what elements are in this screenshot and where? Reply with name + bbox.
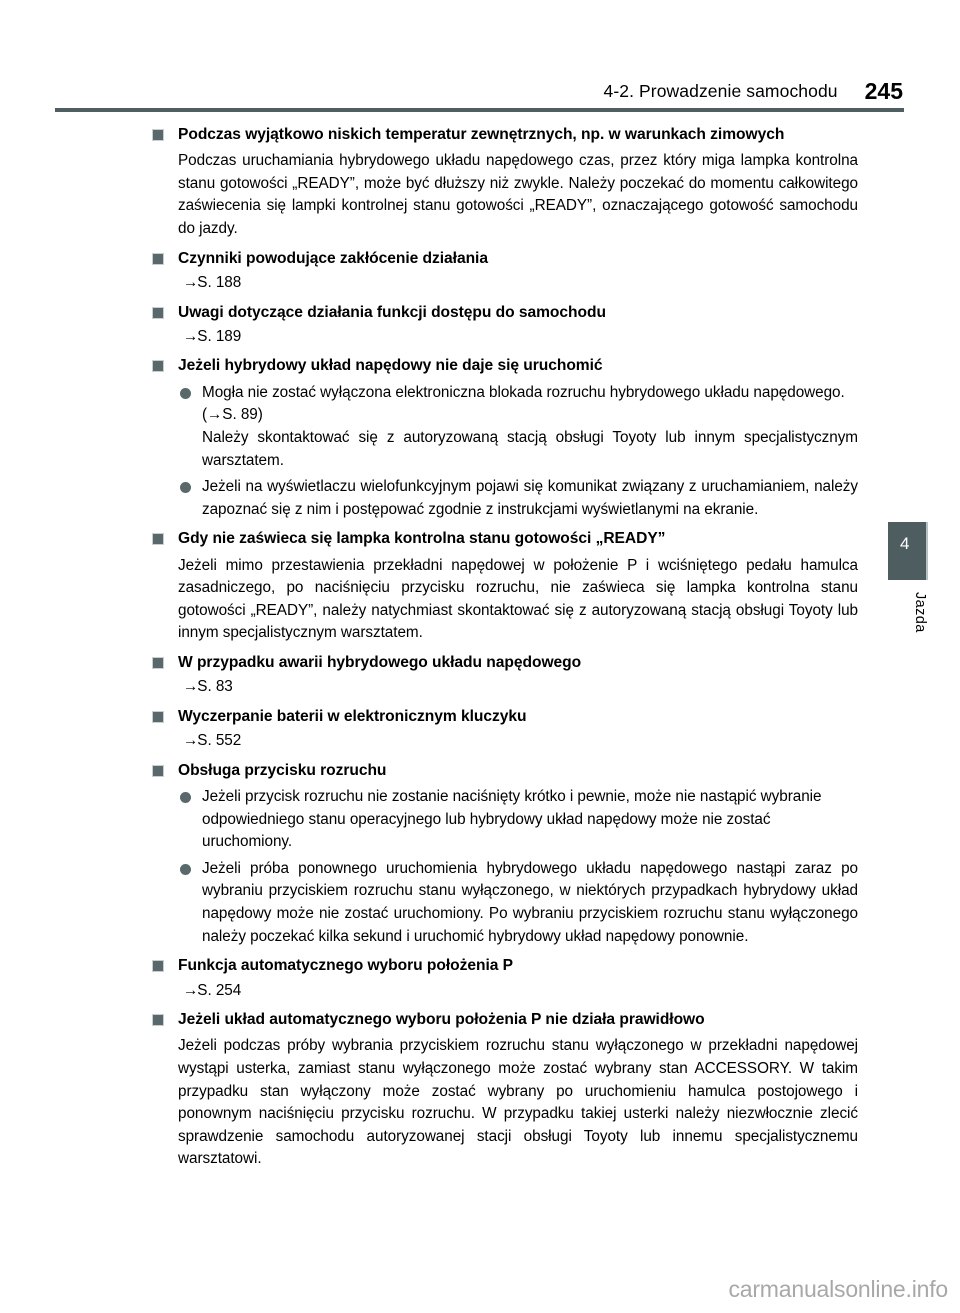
square-bullet-icon xyxy=(152,960,164,972)
section-heading-text: W przypadku awarii hybrydowego układu napędowego xyxy=(178,653,582,671)
page-number: 245 xyxy=(864,78,903,104)
list-item xyxy=(152,382,858,472)
section-heading-text: Funkcja automatycznego wyboru położenia P xyxy=(178,957,513,975)
square-bullet-icon xyxy=(152,129,164,141)
section-heading xyxy=(152,355,858,377)
page-reference-text: S. 83 xyxy=(197,678,233,696)
page-reference[interactable] xyxy=(152,730,858,753)
square-bullet-icon xyxy=(152,253,164,265)
arrow-right-icon: → xyxy=(183,273,197,291)
round-bullet-icon xyxy=(180,388,191,399)
chapter-number: 4 xyxy=(900,534,910,553)
square-bullet-icon xyxy=(152,307,164,319)
square-bullet-icon xyxy=(152,533,164,545)
page-reference-text: S. 188 xyxy=(197,273,242,291)
list-item-text: Jeżeli na wyświetlaczu wielofunkcyjnym pojawi się komunikat związany z uruchamianiem, należy zapoznać się z nim i postępować zgodnie z instrukcjami wyświetlanymi na ekranie. xyxy=(202,478,858,518)
site-watermark: carmanualsonline.info xyxy=(728,1276,948,1302)
arrow-right-icon: → xyxy=(183,732,197,750)
list-item xyxy=(152,786,858,854)
section-heading xyxy=(152,248,858,270)
page-reference[interactable] xyxy=(152,676,858,699)
section-heading xyxy=(152,124,858,146)
list-item xyxy=(152,858,858,948)
arrow-right-icon: → xyxy=(183,327,197,345)
list-item-text: Jeżeli przycisk rozruchu nie zostanie naciśnięty krótko i pewnie, może nie nastąpić wybranie odpowiedniego stanu operacyjnego lub hybrydowy układ napędowy może nie zostać uruchomiony. xyxy=(202,788,822,851)
section-heading-text: Obsługa przycisku rozruchu xyxy=(178,761,387,779)
section-paragraph: Jeżeli podczas próby wybrania przyciskiem rozruchu stanu wyłączonego w przekładni napędowej wystąpi usterka, zamiast stanu wyłączonego może zostać wybrany stan ACCESSORY. W takim przypadku stan wyłączony może zostać wybrany po uruchomieniu hamulca postojowego i ponownym naciśnięciu przycisku rozruchu. W przypadku takiej usterki należy niezwłocznie zlecić sprawdzenie samochodu autoryzowanej stacji obsługi Toyoty lub innemu specjalistycznemu warsztatowi. xyxy=(178,1037,858,1168)
page-header xyxy=(55,72,903,102)
square-bullet-icon xyxy=(152,1014,164,1026)
square-bullet-icon xyxy=(152,360,164,372)
section-heading xyxy=(152,652,858,674)
page-reference-text: S. 189 xyxy=(197,327,242,345)
section-heading xyxy=(152,706,858,728)
round-bullet-icon xyxy=(180,792,191,803)
list-item xyxy=(152,476,858,521)
page-content xyxy=(152,124,858,1171)
chapter-label: Jazda xyxy=(912,592,928,633)
section-heading xyxy=(152,955,858,977)
section-heading xyxy=(152,528,858,550)
header-divider xyxy=(55,108,904,112)
section-heading xyxy=(152,1009,858,1031)
section-heading-text: Jeżeli hybrydowy układ napędowy nie daje się uruchomić xyxy=(178,357,603,375)
header-section-title: 4-2. Prowadzenie samochodu xyxy=(603,81,838,101)
page-reference-text: S. 552 xyxy=(197,732,242,750)
square-bullet-icon xyxy=(152,711,164,723)
section-heading-text: Wyczerpanie baterii w elektronicznym kluczyku xyxy=(178,707,527,725)
arrow-right-icon: → xyxy=(183,981,197,999)
section-heading xyxy=(152,302,858,324)
page-reference[interactable] xyxy=(152,326,858,349)
square-bullet-icon xyxy=(152,765,164,777)
list-item-subtext: Należy skontaktować się z autoryzowaną stacją obsługi Toyoty lub innym specjalistycznym warsztatem. xyxy=(202,428,858,469)
page-reference[interactable] xyxy=(152,980,858,1003)
section-paragraph: Jeżeli mimo przestawienia przekładni napędowej w położenie P i wciśniętego pedału hamulca zasadniczego, po naciśnięciu przycisku rozruchu, nie zaświeca się lampka kontrolna stanu gotowości „READY”, należy natychmiast skontaktować się z autoryzowaną stacją obsługi Toyoty lub innym specjalistycznym warsztatem. xyxy=(178,556,858,642)
section-heading-text: Podczas wyjątkowo niskich temperatur zewnętrznych, np. w warunkach zimowych xyxy=(178,126,785,143)
chapter-tab xyxy=(888,522,928,580)
section-heading-text: Uwagi dotyczące działania funkcji dostępu do samochodu xyxy=(178,303,606,321)
section-paragraph: Podczas uruchamiania hybrydowego układu napędowego czas, przez który miga lampka kontrolna stanu gotowości „READY”, może być dłuższy niż zwykle. Należy poczekać do momentu całkowitego zaświecenia się lampki kontrolnej stanu gotowości „READY”, oznaczającego gotowość samochodu do jazdy. xyxy=(178,152,858,238)
round-bullet-icon xyxy=(180,864,191,875)
section-heading xyxy=(152,760,858,782)
section-heading-text: Gdy nie zaświeca się lampka kontrolna stanu gotowości „READY” xyxy=(178,530,666,548)
round-bullet-icon xyxy=(180,482,191,493)
list-item-text: Jeżeli próba ponownego uruchomienia hybrydowego układu napędowego nastąpi zaraz po wybraniu przyciskiem rozruchu stanu wyłączonego, w niektórych przypadkach hybrydowy układ napędowy może nie zostać uruchomiony. Po wybraniu przyciskiem rozruchu stanu wyłączonego należy poczekać kilka sekund i uruchomić hybrydowy układ napędowy ponownie. xyxy=(202,859,858,945)
page-reference[interactable] xyxy=(152,272,858,295)
square-bullet-icon xyxy=(152,657,164,669)
arrow-right-icon: → xyxy=(183,678,197,696)
section-heading-text: Jeżeli układ automatycznego wyboru położenia P nie działa prawidłowo xyxy=(178,1011,705,1029)
section-heading-text: Czynniki powodujące zakłócenie działania xyxy=(178,249,488,267)
list-item-text: Mogła nie zostać wyłączona elektroniczna blokada rozruchu hybrydowego układu napędowego. (→S. 89) xyxy=(202,383,845,424)
page-reference-text: S. 254 xyxy=(197,981,242,999)
